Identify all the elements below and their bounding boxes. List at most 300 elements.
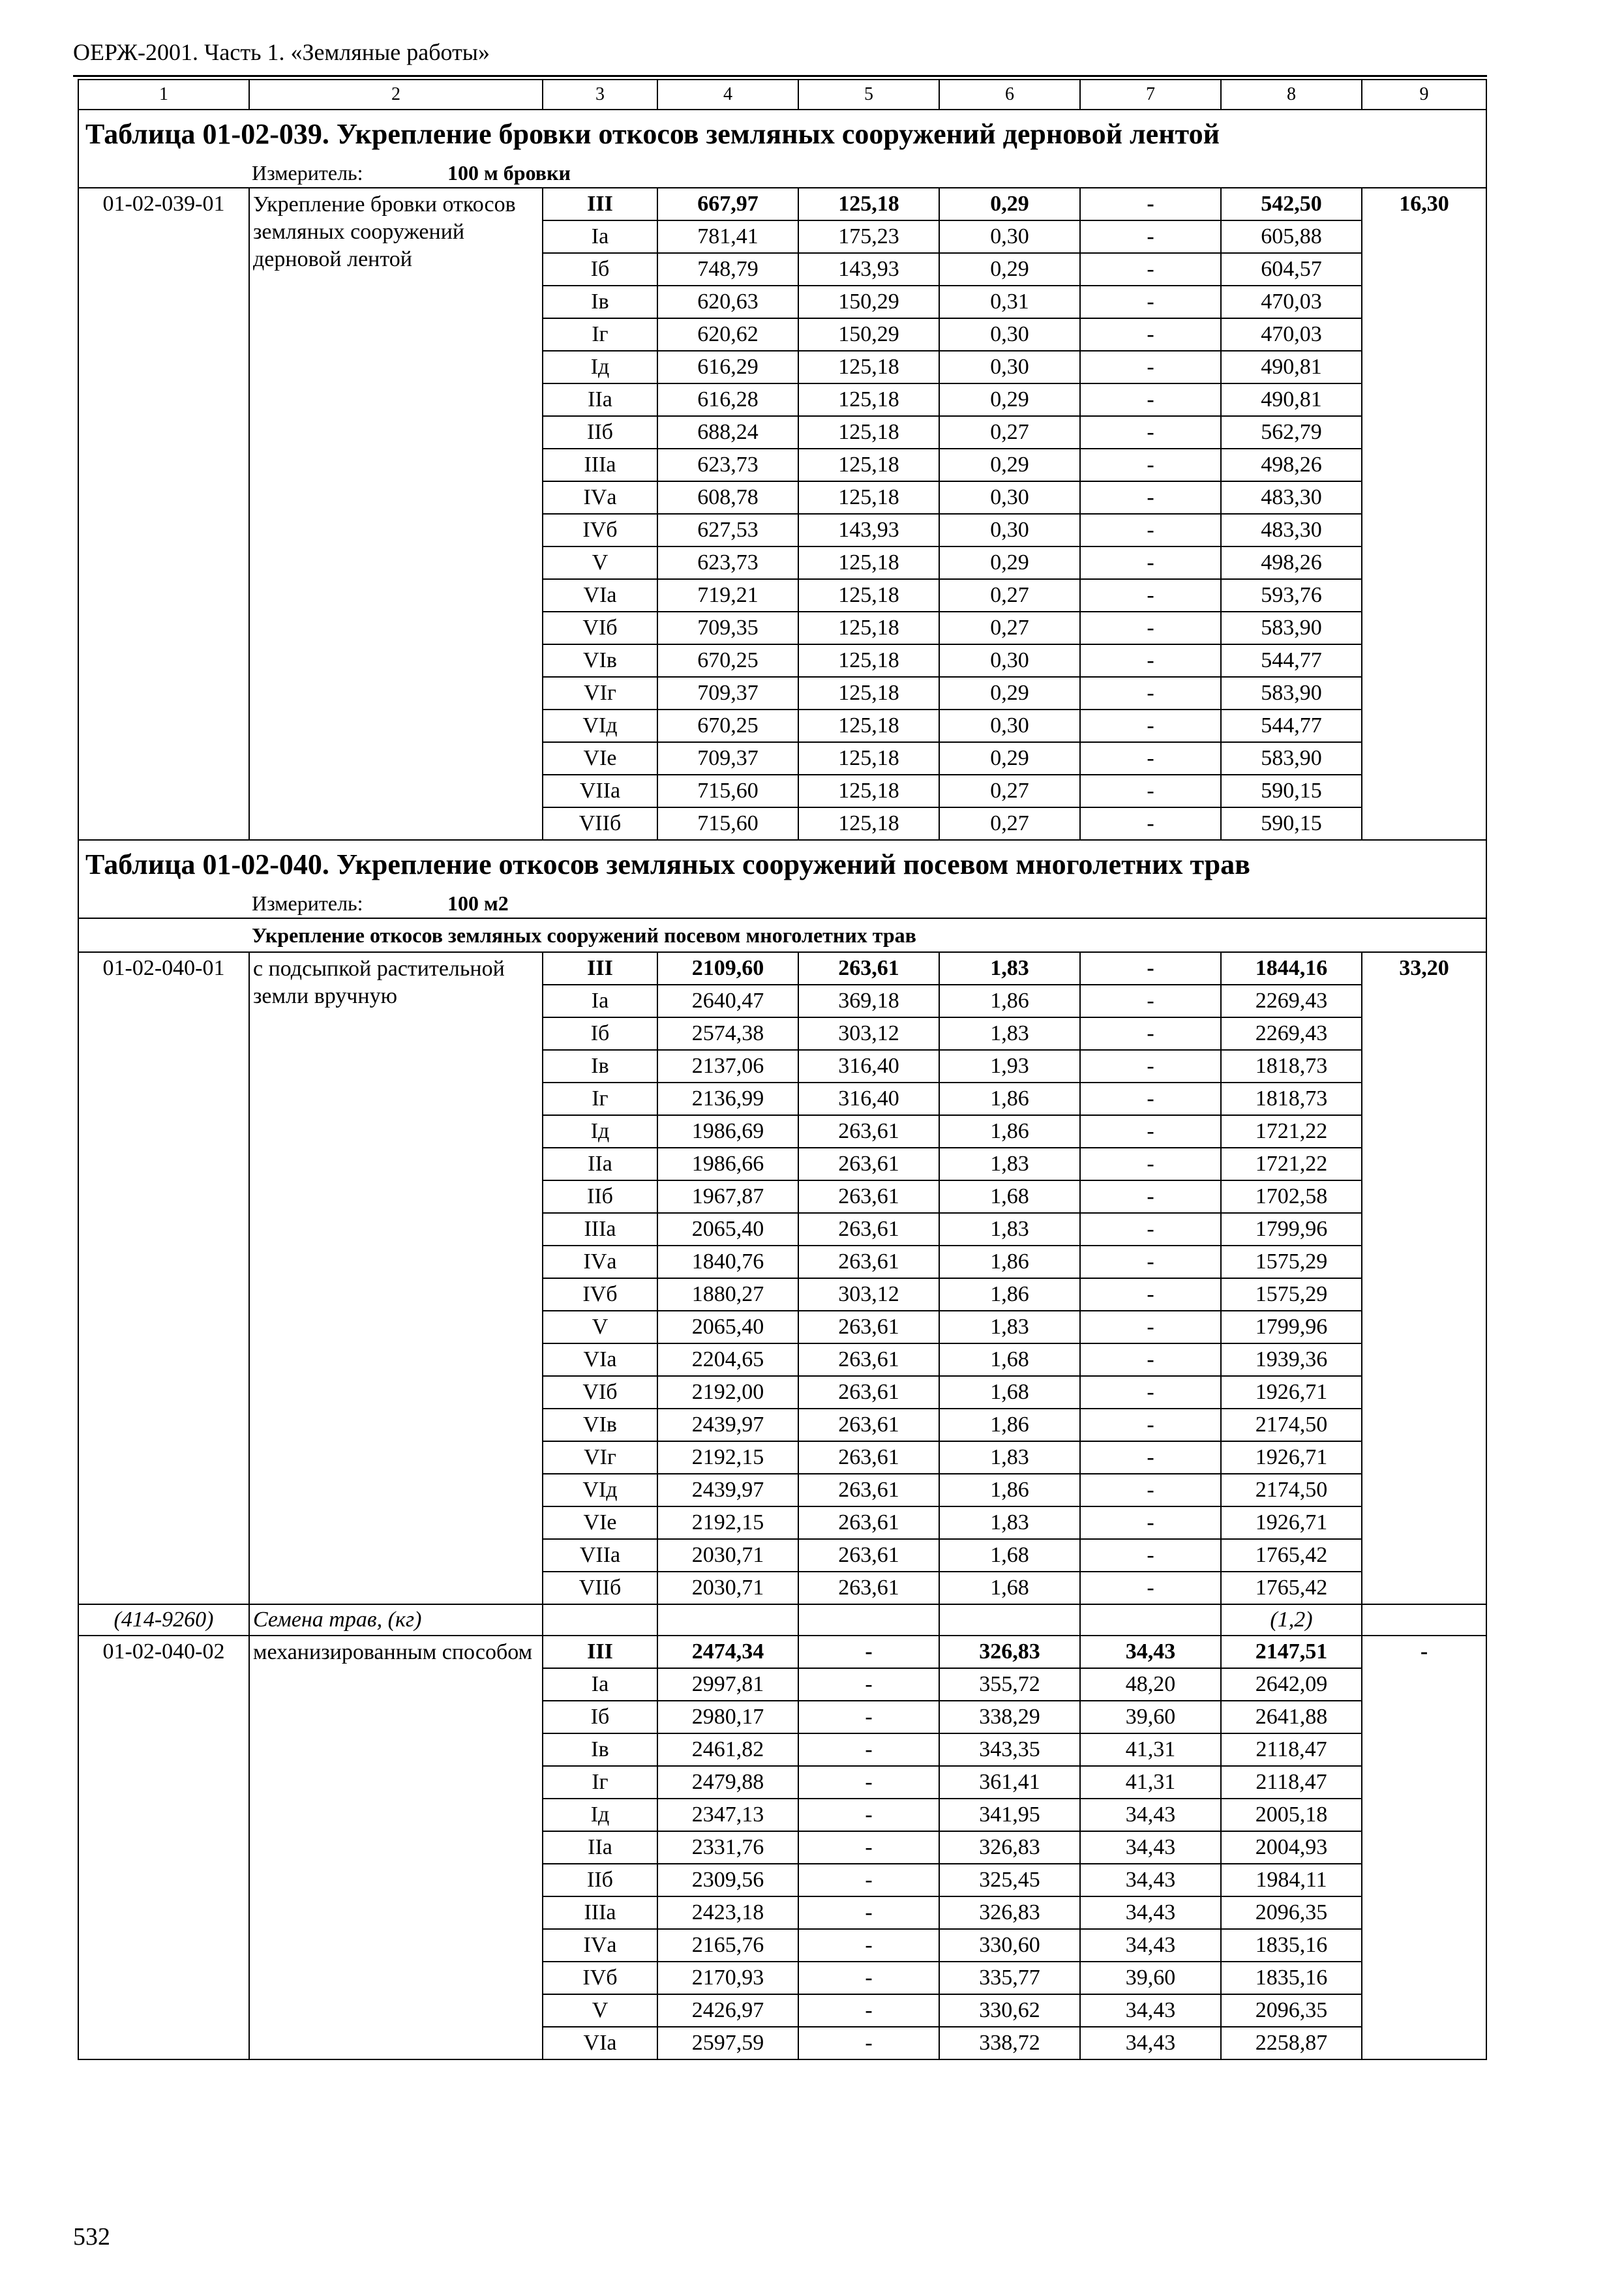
cost-value: 2005,18: [1221, 1799, 1362, 1831]
cost-value: 369,18: [798, 985, 939, 1017]
cost-value: 150,29: [798, 286, 939, 318]
region-zone: VIб: [543, 612, 657, 644]
cost-value: 0,29: [939, 449, 1080, 481]
cost-value: 470,03: [1221, 318, 1362, 351]
cost-value: 1,86: [939, 1474, 1080, 1506]
cost-value: 2597,59: [657, 2027, 798, 2059]
cost-value: 0,29: [939, 188, 1080, 220]
cost-value: 670,25: [657, 710, 798, 742]
cost-value: -: [1080, 1506, 1221, 1539]
empty-cell: [657, 1604, 798, 1636]
cost-value: -: [1080, 1246, 1221, 1278]
header-rule: [73, 75, 1487, 77]
region-zone: VIб: [543, 1376, 657, 1409]
cost-value: 125,18: [798, 742, 939, 775]
cost-value: -: [798, 1668, 939, 1701]
region-zone: IIб: [543, 1180, 657, 1213]
column-number: 5: [798, 80, 939, 110]
cost-value: 490,81: [1221, 351, 1362, 383]
cost-value: 1799,96: [1221, 1213, 1362, 1246]
cost-value: 483,30: [1221, 514, 1362, 546]
cost-value: 616,29: [657, 351, 798, 383]
table-title: Таблица 01-02-039. Укрепление бровки откосов земляных сооружений дерновой лентой: [78, 110, 1486, 158]
cost-value: 605,88: [1221, 220, 1362, 253]
region-zone: VIа: [543, 1343, 657, 1376]
cost-value: 1844,16: [1221, 952, 1362, 985]
cost-value: -: [1080, 1539, 1221, 1572]
cost-value: 1818,73: [1221, 1083, 1362, 1115]
cost-value: -: [1080, 644, 1221, 677]
region-zone: IIIа: [543, 1213, 657, 1246]
cost-value: 1799,96: [1221, 1311, 1362, 1343]
cost-value: 544,77: [1221, 710, 1362, 742]
measure-row: [78, 889, 1486, 918]
cost-value: 125,18: [798, 383, 939, 416]
cost-value: 542,50: [1221, 188, 1362, 220]
cost-value: -: [1080, 807, 1221, 840]
cost-value: 1765,42: [1221, 1572, 1362, 1604]
region-zone: III: [543, 188, 657, 220]
cost-value: 709,37: [657, 742, 798, 775]
cost-value: 1,68: [939, 1343, 1080, 1376]
cost-value: -: [798, 1864, 939, 1896]
measure-value: 100 м бровки: [447, 161, 571, 185]
cost-value: 125,18: [798, 546, 939, 579]
cost-value: -: [1080, 677, 1221, 710]
cost-value: 125,18: [798, 775, 939, 807]
cost-value: -: [1080, 220, 1221, 253]
cost-value: 583,90: [1221, 612, 1362, 644]
cost-value: 338,29: [939, 1701, 1080, 1733]
page-number: 532: [73, 2223, 110, 2251]
cost-value: -: [1080, 1474, 1221, 1506]
section-subheading: Укрепление откосов земляных сооружений посевом многолетних трав: [78, 918, 1486, 952]
cost-value: 325,45: [939, 1864, 1080, 1896]
region-zone: VIе: [543, 1506, 657, 1539]
cost-value: 1986,66: [657, 1148, 798, 1180]
rate-description: с подсыпкой растительной земли вручную: [249, 952, 543, 1604]
cost-value: 1,86: [939, 1083, 1080, 1115]
cost-value: 2641,88: [1221, 1701, 1362, 1733]
table-row: [78, 1636, 1486, 1668]
cost-value: -: [1080, 710, 1221, 742]
cost-value: 48,20: [1080, 1668, 1221, 1701]
cost-value: 627,53: [657, 514, 798, 546]
cost-value: 0,27: [939, 579, 1080, 612]
cost-value: 263,61: [798, 1148, 939, 1180]
cost-value: 583,90: [1221, 677, 1362, 710]
region-zone: V: [543, 1994, 657, 2027]
cost-value: 263,61: [798, 1409, 939, 1441]
cost-value: 338,72: [939, 2027, 1080, 2059]
cost-value: 583,90: [1221, 742, 1362, 775]
cost-value: 263,61: [798, 1474, 939, 1506]
region-zone: VIIб: [543, 807, 657, 840]
cost-value: 483,30: [1221, 481, 1362, 514]
cost-value: 263,61: [798, 1376, 939, 1409]
cost-value: 667,97: [657, 188, 798, 220]
empty-cell: [1080, 1604, 1221, 1636]
cost-value: 125,18: [798, 416, 939, 449]
region-zone: Iг: [543, 1766, 657, 1799]
cost-value: 2118,47: [1221, 1733, 1362, 1766]
table-row: [78, 188, 1486, 220]
cost-value: 263,61: [798, 1572, 939, 1604]
measure-label: Измеритель:: [252, 161, 363, 185]
cost-value: -: [1080, 1083, 1221, 1115]
page-header: ОЕРЖ-2001. Часть 1. «Земляные работы»: [73, 39, 490, 65]
cost-value: 263,61: [798, 1343, 939, 1376]
region-zone: IVа: [543, 1929, 657, 1962]
region-zone: IVа: [543, 481, 657, 514]
cost-value: 1,68: [939, 1539, 1080, 1572]
cost-value: -: [1080, 742, 1221, 775]
cost-value: -: [798, 2027, 939, 2059]
cost-value: -: [798, 1799, 939, 1831]
region-zone: V: [543, 1311, 657, 1343]
cost-value: 1721,22: [1221, 1115, 1362, 1148]
labor-cost: -: [1362, 1636, 1486, 2059]
cost-value: 2030,71: [657, 1572, 798, 1604]
region-zone: VIа: [543, 579, 657, 612]
table-title-row: [78, 840, 1486, 889]
cost-value: 590,15: [1221, 775, 1362, 807]
region-zone: VIв: [543, 1409, 657, 1441]
rate-description: механизированным способом: [249, 1636, 543, 2059]
cost-value: 326,83: [939, 1896, 1080, 1929]
resource-code: (414-9260): [78, 1604, 249, 1636]
cost-value: -: [1080, 1148, 1221, 1180]
cost-value: -: [798, 1733, 939, 1766]
resource-row: [78, 1604, 1486, 1636]
cost-value: 544,77: [1221, 644, 1362, 677]
cost-value: 2204,65: [657, 1343, 798, 1376]
cost-value: 1,83: [939, 952, 1080, 985]
region-zone: VIе: [543, 742, 657, 775]
cost-value: 1,83: [939, 1017, 1080, 1050]
cost-value: -: [1080, 1572, 1221, 1604]
cost-value: 316,40: [798, 1050, 939, 1083]
cost-value: 39,60: [1080, 1962, 1221, 1994]
region-zone: Iв: [543, 286, 657, 318]
cost-value: 34,43: [1080, 1831, 1221, 1864]
cost-value: 2147,51: [1221, 1636, 1362, 1668]
cost-value: 2479,88: [657, 1766, 798, 1799]
cost-value: 1,93: [939, 1050, 1080, 1083]
column-number: 6: [939, 80, 1080, 110]
cost-value: -: [1080, 416, 1221, 449]
region-zone: VIIа: [543, 1539, 657, 1572]
rates-table: [78, 79, 1487, 2060]
cost-value: 1,83: [939, 1213, 1080, 1246]
region-zone: IVа: [543, 1246, 657, 1278]
cost-value: 1575,29: [1221, 1278, 1362, 1311]
cost-value: 34,43: [1080, 1929, 1221, 1962]
column-number: 1: [78, 80, 249, 110]
cost-value: 263,61: [798, 1246, 939, 1278]
cost-value: 330,62: [939, 1994, 1080, 2027]
cost-value: 1,68: [939, 1376, 1080, 1409]
cost-value: 1835,16: [1221, 1929, 1362, 1962]
cost-value: 34,43: [1080, 1864, 1221, 1896]
cost-value: 343,35: [939, 1733, 1080, 1766]
cost-value: 125,18: [798, 677, 939, 710]
cost-value: 335,77: [939, 1962, 1080, 1994]
cost-value: 2269,43: [1221, 985, 1362, 1017]
cost-value: 1,86: [939, 1115, 1080, 1148]
region-zone: IIIа: [543, 449, 657, 481]
cost-value: 125,18: [798, 644, 939, 677]
cost-value: 1926,71: [1221, 1441, 1362, 1474]
cost-value: 2309,56: [657, 1864, 798, 1896]
cost-value: 604,57: [1221, 253, 1362, 286]
cost-value: 1,83: [939, 1148, 1080, 1180]
cost-value: 1967,87: [657, 1180, 798, 1213]
cost-value: -: [1080, 1213, 1221, 1246]
cost-value: 34,43: [1080, 1636, 1221, 1668]
cost-value: -: [1080, 286, 1221, 318]
region-zone: Iа: [543, 1668, 657, 1701]
cost-value: 0,27: [939, 612, 1080, 644]
cost-value: 2347,13: [657, 1799, 798, 1831]
cost-value: -: [798, 1636, 939, 1668]
cost-value: 303,12: [798, 1278, 939, 1311]
region-zone: Iб: [543, 1017, 657, 1050]
cost-value: 263,61: [798, 1115, 939, 1148]
rate-code: 01-02-040-02: [78, 1636, 249, 2059]
cost-value: 2461,82: [657, 1733, 798, 1766]
cost-value: -: [1080, 1409, 1221, 1441]
cost-value: -: [1080, 1115, 1221, 1148]
cost-value: 1835,16: [1221, 1962, 1362, 1994]
cost-value: -: [1080, 546, 1221, 579]
cost-value: 2474,34: [657, 1636, 798, 1668]
cost-value: 125,18: [798, 188, 939, 220]
cost-value: 2269,43: [1221, 1017, 1362, 1050]
cost-value: 41,31: [1080, 1766, 1221, 1799]
region-zone: Iб: [543, 253, 657, 286]
cost-value: 670,25: [657, 644, 798, 677]
cost-value: 34,43: [1080, 1799, 1221, 1831]
empty-cell: [1362, 1604, 1486, 1636]
cost-value: 2096,35: [1221, 1896, 1362, 1929]
cost-value: 0,30: [939, 318, 1080, 351]
cost-value: 748,79: [657, 253, 798, 286]
table-title-row: [78, 110, 1486, 158]
column-number: 8: [1221, 80, 1362, 110]
cost-value: 1,86: [939, 1278, 1080, 1311]
cost-value: 1818,73: [1221, 1050, 1362, 1083]
column-numbers-row: [78, 80, 1486, 110]
cost-value: 2004,93: [1221, 1831, 1362, 1864]
cost-value: 2096,35: [1221, 1994, 1362, 2027]
region-zone: IVб: [543, 1962, 657, 1994]
cost-value: 2192,15: [657, 1506, 798, 1539]
region-zone: Iд: [543, 1799, 657, 1831]
labor-cost: 16,30: [1362, 188, 1486, 840]
table-title: Таблица 01-02-040. Укрепление откосов земляных сооружений посевом многолетних трав: [78, 840, 1486, 889]
column-number: 7: [1080, 80, 1221, 110]
cost-value: -: [1080, 351, 1221, 383]
empty-cell: [939, 1604, 1080, 1636]
region-zone: VIIб: [543, 1572, 657, 1604]
cost-value: 1880,27: [657, 1278, 798, 1311]
region-zone: IVб: [543, 514, 657, 546]
cost-value: 1765,42: [1221, 1539, 1362, 1572]
rate-description: Укрепление бровки откосов земляных сооружений дерновой лентой: [249, 188, 543, 840]
resource-name: Семена трав, (кг): [249, 1604, 543, 1636]
cost-value: 1984,11: [1221, 1864, 1362, 1896]
cost-value: 1926,71: [1221, 1376, 1362, 1409]
region-zone: IIа: [543, 1831, 657, 1864]
cost-value: 263,61: [798, 1180, 939, 1213]
cost-value: -: [798, 1701, 939, 1733]
cost-value: -: [798, 1766, 939, 1799]
cost-value: 125,18: [798, 351, 939, 383]
cost-value: -: [798, 1831, 939, 1864]
cost-value: 0,30: [939, 644, 1080, 677]
cost-value: 2426,97: [657, 1994, 798, 2027]
cost-value: 620,63: [657, 286, 798, 318]
table-row: [78, 952, 1486, 985]
cost-value: 361,41: [939, 1766, 1080, 1799]
cost-value: 0,30: [939, 514, 1080, 546]
cost-value: 326,83: [939, 1636, 1080, 1668]
region-zone: VIг: [543, 677, 657, 710]
cost-value: 498,26: [1221, 449, 1362, 481]
cost-value: 34,43: [1080, 1896, 1221, 1929]
cost-value: 0,30: [939, 710, 1080, 742]
cost-value: 2065,40: [657, 1311, 798, 1343]
region-zone: IIа: [543, 383, 657, 416]
cost-value: 1,86: [939, 1246, 1080, 1278]
cost-value: 2640,47: [657, 985, 798, 1017]
cost-value: 709,37: [657, 677, 798, 710]
cost-value: 125,18: [798, 481, 939, 514]
cost-value: 1575,29: [1221, 1246, 1362, 1278]
cost-value: -: [798, 1994, 939, 2027]
cost-value: 263,61: [798, 1539, 939, 1572]
cost-value: 125,18: [798, 807, 939, 840]
cost-value: 593,76: [1221, 579, 1362, 612]
cost-value: 355,72: [939, 1668, 1080, 1701]
cost-value: -: [1080, 1278, 1221, 1311]
cost-value: 0,30: [939, 220, 1080, 253]
cost-value: 2170,93: [657, 1962, 798, 1994]
cost-value: 1,68: [939, 1180, 1080, 1213]
cost-value: 2137,06: [657, 1050, 798, 1083]
cost-value: 620,62: [657, 318, 798, 351]
cost-value: 688,24: [657, 416, 798, 449]
cost-value: 263,61: [798, 1506, 939, 1539]
cost-value: -: [1080, 318, 1221, 351]
cost-value: 1702,58: [1221, 1180, 1362, 1213]
cost-value: 2258,87: [1221, 2027, 1362, 2059]
region-zone: Iд: [543, 1115, 657, 1148]
cost-value: -: [1080, 514, 1221, 546]
cost-value: 498,26: [1221, 546, 1362, 579]
region-zone: III: [543, 952, 657, 985]
cost-value: 2423,18: [657, 1896, 798, 1929]
region-zone: Iд: [543, 351, 657, 383]
cost-value: 1939,36: [1221, 1343, 1362, 1376]
cost-value: 125,18: [798, 612, 939, 644]
region-zone: Iв: [543, 1733, 657, 1766]
cost-value: 1721,22: [1221, 1148, 1362, 1180]
region-zone: Iб: [543, 1701, 657, 1733]
cost-value: -: [1080, 1017, 1221, 1050]
cost-value: 2439,97: [657, 1474, 798, 1506]
cost-value: 623,73: [657, 449, 798, 481]
cost-value: 2174,50: [1221, 1409, 1362, 1441]
region-zone: VIд: [543, 710, 657, 742]
region-zone: IIIа: [543, 1896, 657, 1929]
cost-value: -: [1080, 952, 1221, 985]
subheading-row: [78, 918, 1486, 952]
cost-value: 263,61: [798, 952, 939, 985]
cost-value: 1,83: [939, 1311, 1080, 1343]
column-number: 3: [543, 80, 657, 110]
cost-value: 1926,71: [1221, 1506, 1362, 1539]
cost-value: -: [1080, 1180, 1221, 1213]
measure-value: 100 м2: [447, 891, 509, 915]
cost-value: -: [1080, 1311, 1221, 1343]
cost-value: 470,03: [1221, 286, 1362, 318]
cost-value: -: [798, 1896, 939, 1929]
cost-value: 125,18: [798, 579, 939, 612]
cost-value: 719,21: [657, 579, 798, 612]
cost-value: -: [1080, 1441, 1221, 1474]
labor-cost: 33,20: [1362, 952, 1486, 1604]
cost-value: 2642,09: [1221, 1668, 1362, 1701]
cost-value: -: [1080, 612, 1221, 644]
cost-value: 0,27: [939, 775, 1080, 807]
cost-value: 2192,00: [657, 1376, 798, 1409]
cost-value: 1,86: [939, 1409, 1080, 1441]
region-zone: IIб: [543, 1864, 657, 1896]
cost-value: 2136,99: [657, 1083, 798, 1115]
cost-value: 326,83: [939, 1831, 1080, 1864]
cost-value: 2030,71: [657, 1539, 798, 1572]
cost-value: 2192,15: [657, 1441, 798, 1474]
column-number: 9: [1362, 80, 1486, 110]
cost-value: -: [1080, 1343, 1221, 1376]
cost-value: 781,41: [657, 220, 798, 253]
cost-value: 2174,50: [1221, 1474, 1362, 1506]
cost-value: 0,27: [939, 416, 1080, 449]
column-number: 2: [249, 80, 543, 110]
cost-value: 330,60: [939, 1929, 1080, 1962]
cost-value: 263,61: [798, 1441, 939, 1474]
cost-value: 2331,76: [657, 1831, 798, 1864]
cost-value: 34,43: [1080, 1994, 1221, 2027]
cost-value: 263,61: [798, 1213, 939, 1246]
cost-value: 608,78: [657, 481, 798, 514]
empty-cell: [798, 1604, 939, 1636]
empty-cell: [543, 1604, 657, 1636]
cost-value: -: [798, 1929, 939, 1962]
region-zone: III: [543, 1636, 657, 1668]
region-zone: IIа: [543, 1148, 657, 1180]
cost-value: 562,79: [1221, 416, 1362, 449]
cost-value: 0,29: [939, 383, 1080, 416]
cost-value: 709,35: [657, 612, 798, 644]
region-zone: Iг: [543, 1083, 657, 1115]
cost-value: 715,60: [657, 807, 798, 840]
cost-value: 150,29: [798, 318, 939, 351]
cost-value: 125,18: [798, 449, 939, 481]
region-zone: Iа: [543, 985, 657, 1017]
